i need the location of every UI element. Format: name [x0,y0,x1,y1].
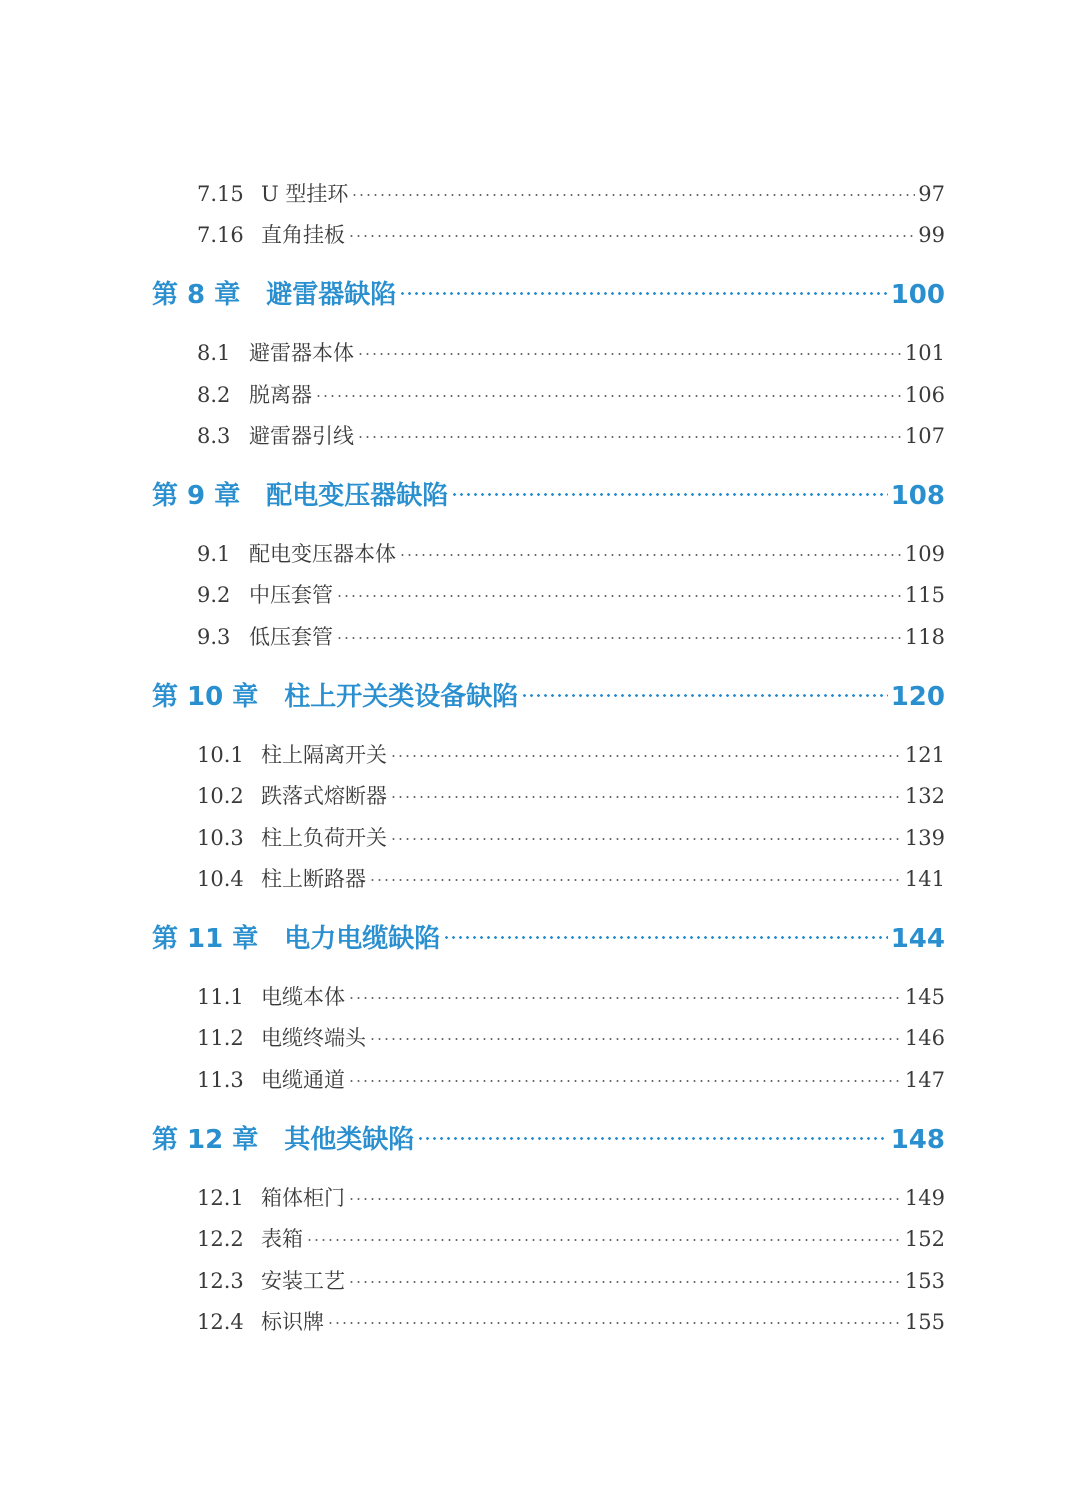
section-title: 避雷器引线 [249,424,354,448]
dot-leader [390,796,902,798]
toc-section-entry[interactable] [197,780,945,810]
dot-leader [336,595,902,597]
page-number: 121 [904,743,945,767]
dot-leader [451,493,888,496]
dot-leader [351,194,915,196]
section-number: 10.4 [197,867,244,891]
section-title: 电缆通道 [261,1068,345,1092]
toc-section-entry[interactable] [197,739,945,769]
dot-leader [348,1281,902,1283]
chapter-number: 第 9 章 [152,481,241,511]
section-number: 11.2 [197,1026,244,1050]
page-number: 120 [890,682,945,712]
page-number: 100 [890,280,945,310]
toc-chapter-entry[interactable] [152,918,945,954]
section-title: 安装工艺 [261,1269,345,1293]
section-title: U 型挂环 [261,182,349,206]
section-title: 柱上隔离开关 [261,743,387,767]
toc-section-entry[interactable] [197,863,945,893]
page-number: 109 [904,542,945,566]
page-number: 155 [904,1310,945,1334]
section-number: 8.3 [197,424,231,448]
dot-leader [336,637,902,639]
chapter-number: 第 8 章 [152,280,241,310]
chapter-title: 避雷器缺陷 [266,280,397,310]
page-number: 118 [904,625,945,649]
section-title: 电缆本体 [261,985,345,1009]
dot-leader [369,879,902,881]
dot-leader [357,436,902,438]
page-number: 145 [904,985,945,1009]
chapter-number: 第 12 章 [152,1125,259,1155]
section-title: 避雷器本体 [249,341,354,365]
section-number: 12.1 [197,1186,244,1210]
page-number: 149 [904,1186,945,1210]
section-number: 10.1 [197,743,244,767]
dot-leader [348,235,915,237]
section-number: 12.2 [197,1227,244,1251]
page-number: 108 [890,481,945,511]
dot-leader [348,1080,902,1082]
dot-leader [306,1239,902,1241]
section-title: 低压套管 [249,625,333,649]
page-number: 132 [904,784,945,808]
section-number: 11.3 [197,1068,244,1092]
page-number: 153 [904,1269,945,1293]
section-number: 8.1 [197,341,231,365]
section-number: 9.3 [197,625,231,649]
dot-leader [521,694,887,697]
toc-section-entry[interactable] [197,1022,945,1052]
section-number: 10.3 [197,826,244,850]
toc-chapter-entry[interactable] [152,475,945,511]
section-number: 8.2 [197,383,231,407]
dot-leader [399,554,902,556]
section-title: 直角挂板 [261,223,345,247]
chapter-title: 电力电缆缺陷 [284,924,441,954]
toc-section-entry[interactable] [197,178,945,208]
dot-leader [399,292,888,295]
page-number: 146 [904,1026,945,1050]
page-number: 147 [904,1068,945,1092]
chapter-number: 第 11 章 [152,924,259,954]
section-number: 9.2 [197,583,231,607]
toc-section-entry[interactable] [197,1223,945,1253]
dot-leader [348,997,902,999]
section-title: 标识牌 [261,1310,324,1334]
page-number: 152 [904,1227,945,1251]
toc-chapter-entry[interactable] [152,1119,945,1155]
toc-section-entry[interactable] [197,219,945,249]
toc-section-entry[interactable] [197,1064,945,1094]
page-number: 99 [918,223,945,247]
toc-section-entry[interactable] [197,621,945,651]
toc-chapter-entry[interactable] [152,676,945,712]
section-title: 跌落式熔断器 [261,784,387,808]
page-number: 144 [890,924,945,954]
page-number: 97 [918,182,945,206]
section-title: 表箱 [261,1227,303,1251]
toc-section-entry[interactable] [197,1306,945,1336]
section-number: 12.3 [197,1269,244,1293]
dot-leader [327,1322,902,1324]
toc-section-entry[interactable] [197,1182,945,1212]
toc-section-entry[interactable] [197,379,945,409]
page-number: 141 [904,867,945,891]
section-title: 柱上断路器 [261,867,366,891]
dot-leader [390,755,902,757]
toc-section-entry[interactable] [197,822,945,852]
section-number: 7.15 [197,182,244,206]
page-number: 107 [904,424,945,448]
toc-section-entry[interactable] [197,981,945,1011]
toc-section-entry[interactable] [197,1265,945,1295]
dot-leader [357,353,902,355]
chapter-title: 其他类缺陷 [284,1125,415,1155]
toc-section-entry[interactable] [197,420,945,450]
chapter-number: 第 10 章 [152,682,259,712]
section-title: 箱体柜门 [261,1186,345,1210]
dot-leader [390,838,902,840]
page-number: 106 [904,383,945,407]
section-title: 电缆终端头 [261,1026,366,1050]
toc-chapter-entry[interactable] [152,274,945,310]
dot-leader [369,1038,902,1040]
section-number: 11.1 [197,985,244,1009]
toc-section-entry[interactable] [197,538,945,568]
dot-leader [315,395,902,397]
page-number: 115 [904,583,945,607]
section-number: 9.1 [197,542,231,566]
section-number: 12.4 [197,1310,244,1334]
section-title: 配电变压器本体 [249,542,396,566]
section-title: 脱离器 [249,383,312,407]
chapter-title: 配电变压器缺陷 [266,481,449,511]
dot-leader [348,1198,902,1200]
section-number: 7.16 [197,223,244,247]
toc-section-entry[interactable] [197,337,945,367]
chapter-title: 柱上开关类设备缺陷 [284,682,519,712]
section-number: 10.2 [197,784,244,808]
section-title: 柱上负荷开关 [261,826,387,850]
page-number: 139 [904,826,945,850]
page-number: 148 [890,1125,945,1155]
page-number: 101 [904,341,945,365]
section-title: 中压套管 [249,583,333,607]
toc-section-entry[interactable] [197,579,945,609]
dot-leader [417,1137,887,1140]
dot-leader [443,936,887,939]
